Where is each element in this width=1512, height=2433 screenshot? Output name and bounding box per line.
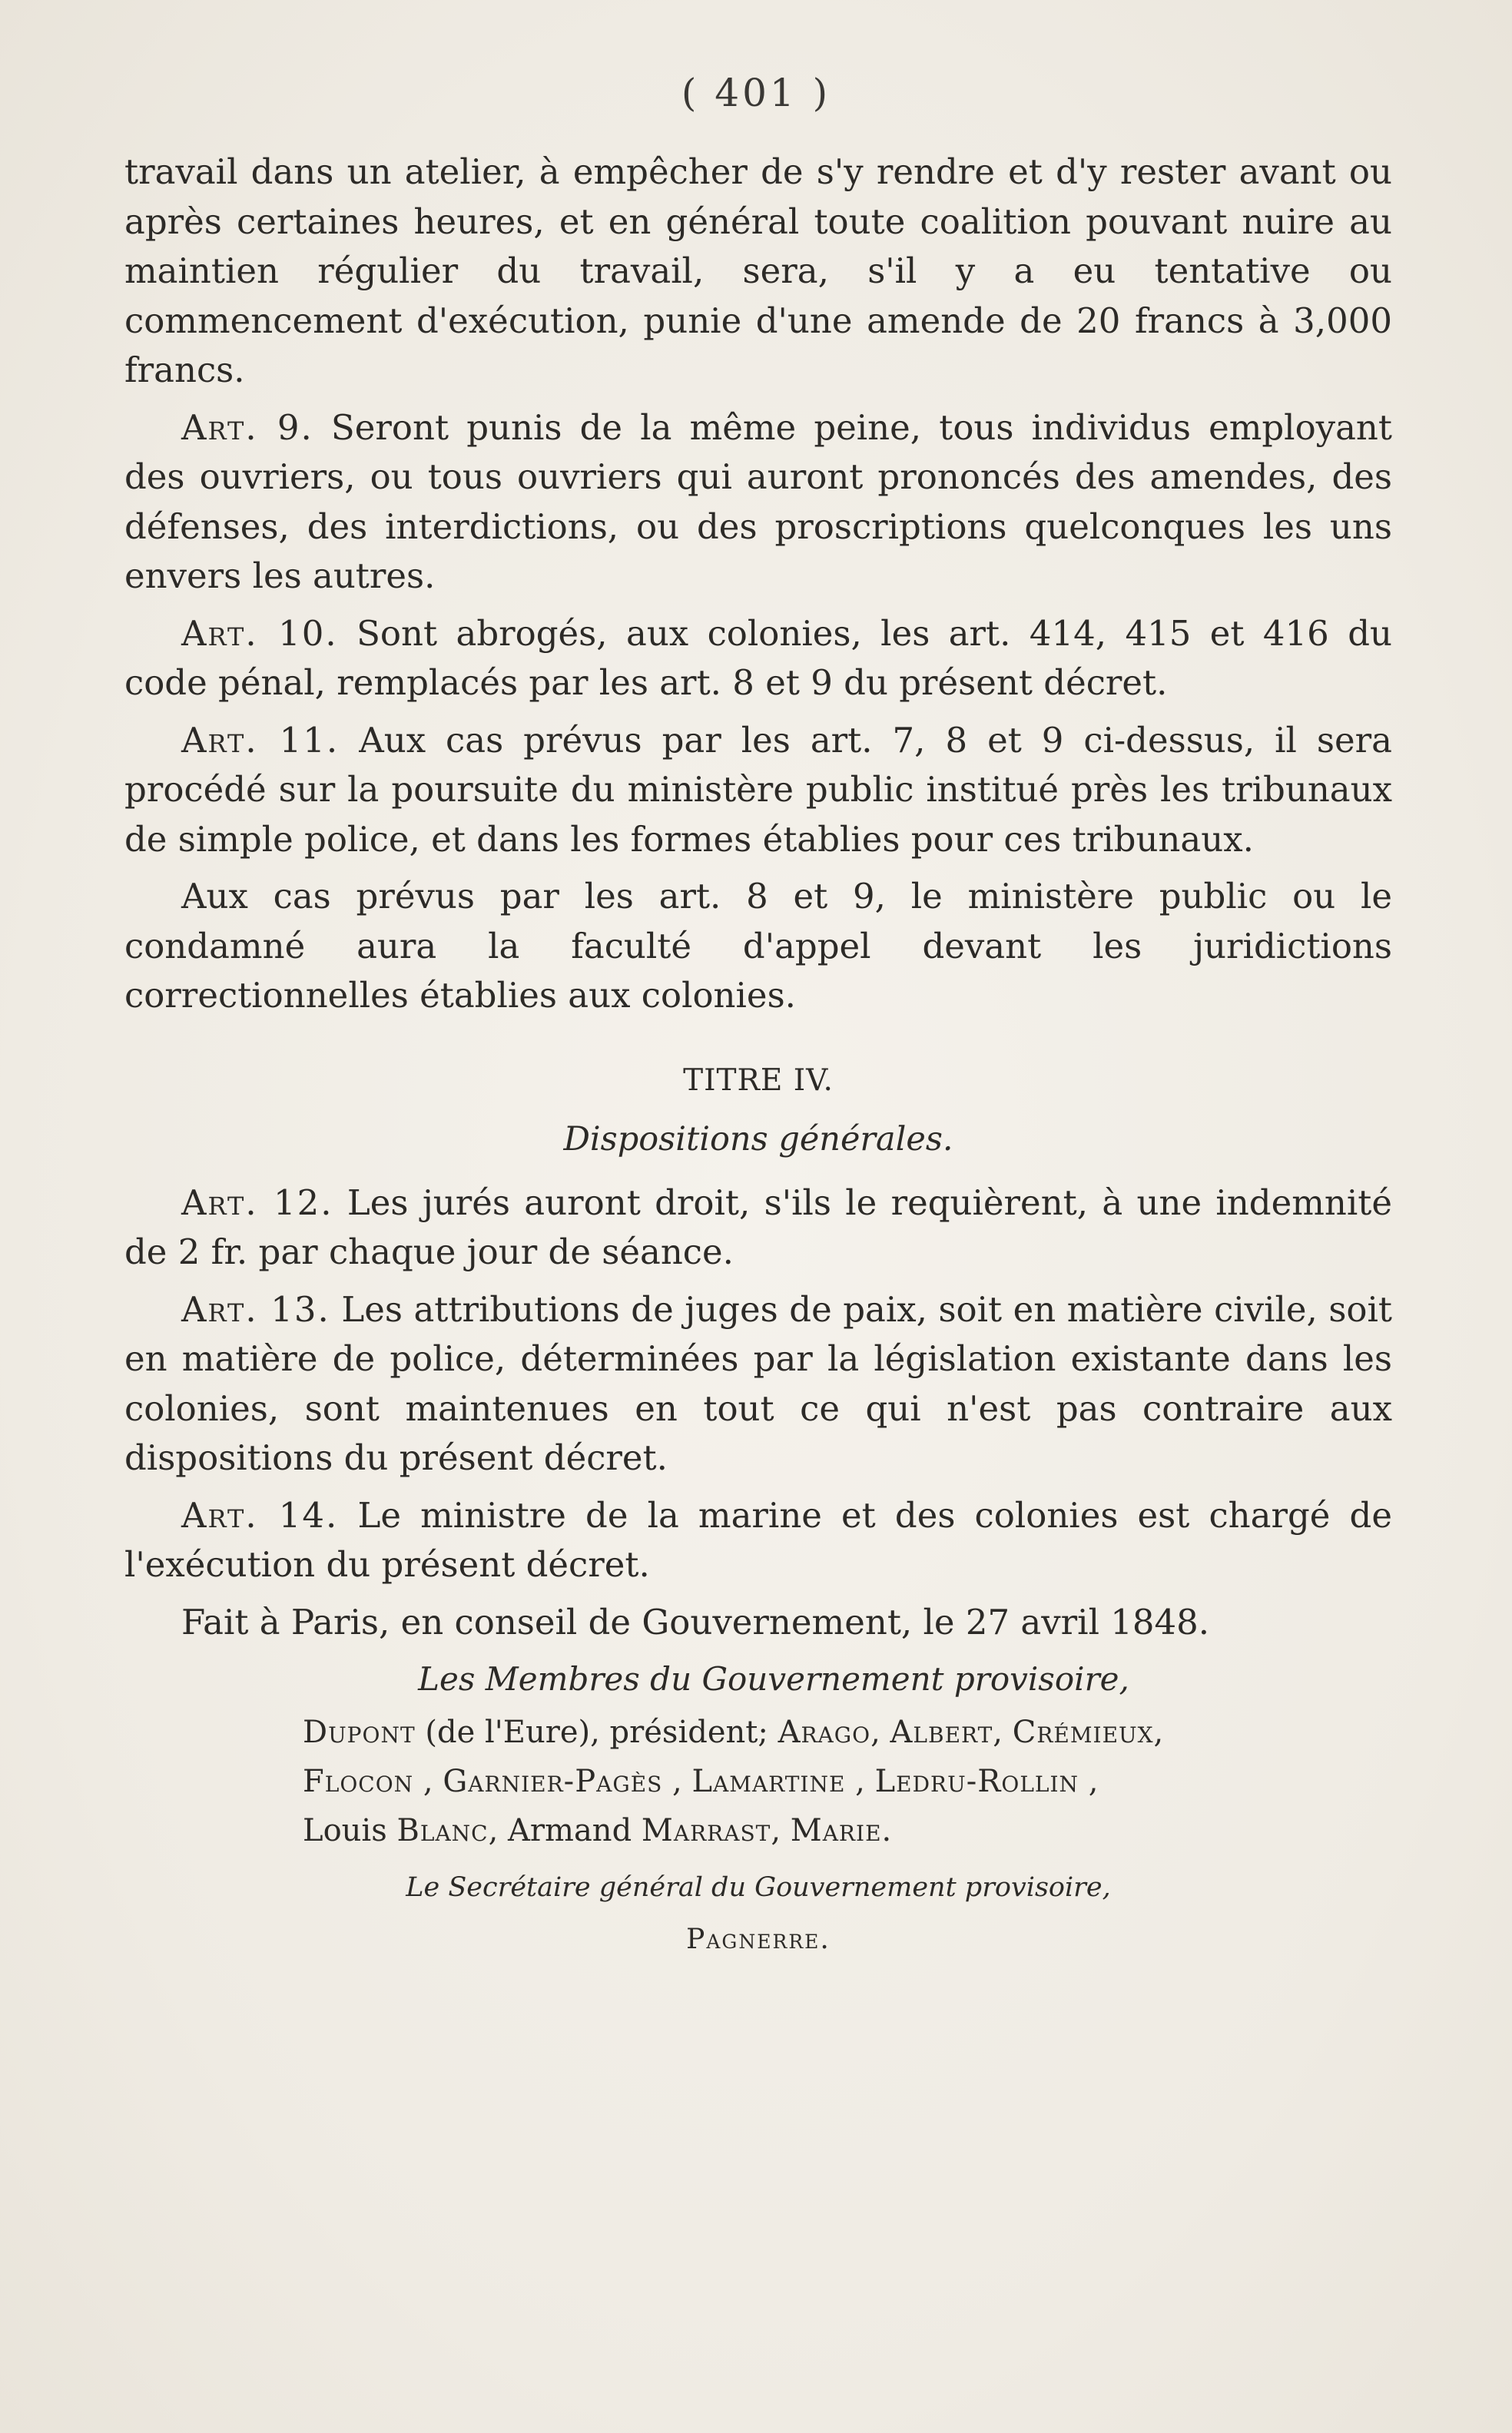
signatory-name: Marie	[790, 1812, 882, 1848]
article-text: Les attributions de juges de paix, soit en matière civile, soit en matière de police, déterminées par la législation existante dans les colonies, sont maintenues en tout ce qui n'est pas contraire aux dispositions du présent décret.	[124, 1288, 1392, 1478]
members-list	[124, 1708, 1392, 1855]
signing-statement: Fait à Paris, en conseil de Gouvernement, le 27 avril 1848.	[181, 1601, 1210, 1642]
article-13	[124, 1285, 1392, 1483]
signatory-name: Flocon	[303, 1763, 414, 1799]
signatory-name: Marrast	[641, 1812, 771, 1848]
article-text: Aux cas prévus par les art. 7, 8 et 9 ci-dessus, il sera procédé sur la poursuite du ministère public institué près les tribunaux de simple police, et dans les formes établies pour ces tribunaux.	[124, 719, 1392, 860]
article-11	[124, 716, 1392, 865]
signatory-text: (de l'Eure), président;	[415, 1714, 778, 1750]
secretary-name: Pagnerre.	[686, 1924, 831, 1955]
separator: ,	[845, 1763, 875, 1799]
separator: ,	[1153, 1714, 1164, 1750]
signatory-name: Ledru-Rollin	[874, 1763, 1079, 1799]
separator: ,	[413, 1763, 443, 1799]
separator: .	[881, 1812, 892, 1848]
signatory-name: Garnier-Pagès	[443, 1763, 663, 1799]
page-number: ( 401 )	[681, 71, 831, 115]
article-12	[124, 1178, 1392, 1278]
article-text: Sont abrogés, aux colonies, les art. 414, 415 et 416 du code pénal, remplacés par les art. 8 et 9 du présent décret.	[124, 612, 1393, 703]
paragraph-continuation: travail dans un atelier, à empêcher de s'y rendre et d'y rester avant ou après certaines heures, et en général toute coalition pouvant nuire au maintien régulier du travail, sera, s'il y a eu tentative ou commencement d'exécution, punie d'une amende de 20 francs à 3,000 francs.	[124, 151, 1392, 390]
separator: ,	[771, 1812, 791, 1848]
article-11-continuation: Aux cas prévus par les art. 8 et 9, le ministère public ou le condamné aura la faculté d'appel devant les juridictions correctionnelles établies aux colonies.	[124, 876, 1392, 1016]
signatory-text: Louis	[303, 1812, 397, 1848]
article-label: Art. 10.	[181, 612, 338, 654]
article-label: Art. 12.	[181, 1182, 333, 1223]
section-title: TITRE IV.	[683, 1062, 834, 1098]
secretary-title: Le Secrétaire général du Gouvernement provisoire,	[406, 1871, 1111, 1903]
signatory-name: Lamartine	[691, 1763, 846, 1799]
section-subtitle: Dispositions générales.	[563, 1120, 953, 1158]
article-text: Seront punis de la même peine, tous individus employant des ouvriers, ou tous ouvriers qui auront prononcés des amendes, des défenses, des interdictions, ou des proscriptions quelconques les uns envers les autres.	[124, 406, 1392, 596]
signatory-name: Blanc	[396, 1812, 489, 1848]
article-9	[124, 403, 1392, 602]
signatory-name: Albert	[890, 1714, 993, 1750]
separator: ,	[870, 1714, 890, 1750]
members-title: Les Membres du Gouvernement provisoire,	[418, 1660, 1129, 1698]
signatory-name: Crémieux	[1012, 1714, 1154, 1750]
article-label: Art. 9.	[181, 406, 313, 448]
signatory-name: Dupont	[303, 1714, 416, 1750]
separator: ,	[993, 1714, 1013, 1750]
article-14	[124, 1491, 1392, 1590]
separator: ,	[662, 1763, 692, 1799]
article-text: Le ministre de la marine et des colonies est chargé de l'exécution du présent décret.	[124, 1494, 1392, 1585]
article-label: Art. 11.	[181, 719, 340, 761]
article-label: Art. 13.	[181, 1288, 330, 1330]
article-text: Les jurés auront droit, s'ils le requièrent, à une indemnité de 2 fr. par chaque jour de séance.	[124, 1182, 1392, 1272]
signatory-text: , Armand	[488, 1812, 642, 1848]
article-10	[124, 609, 1392, 708]
article-label: Art. 14.	[181, 1494, 339, 1536]
separator: ,	[1079, 1763, 1099, 1799]
body-text	[124, 148, 1392, 1965]
signatory-name: Arago	[778, 1714, 871, 1750]
